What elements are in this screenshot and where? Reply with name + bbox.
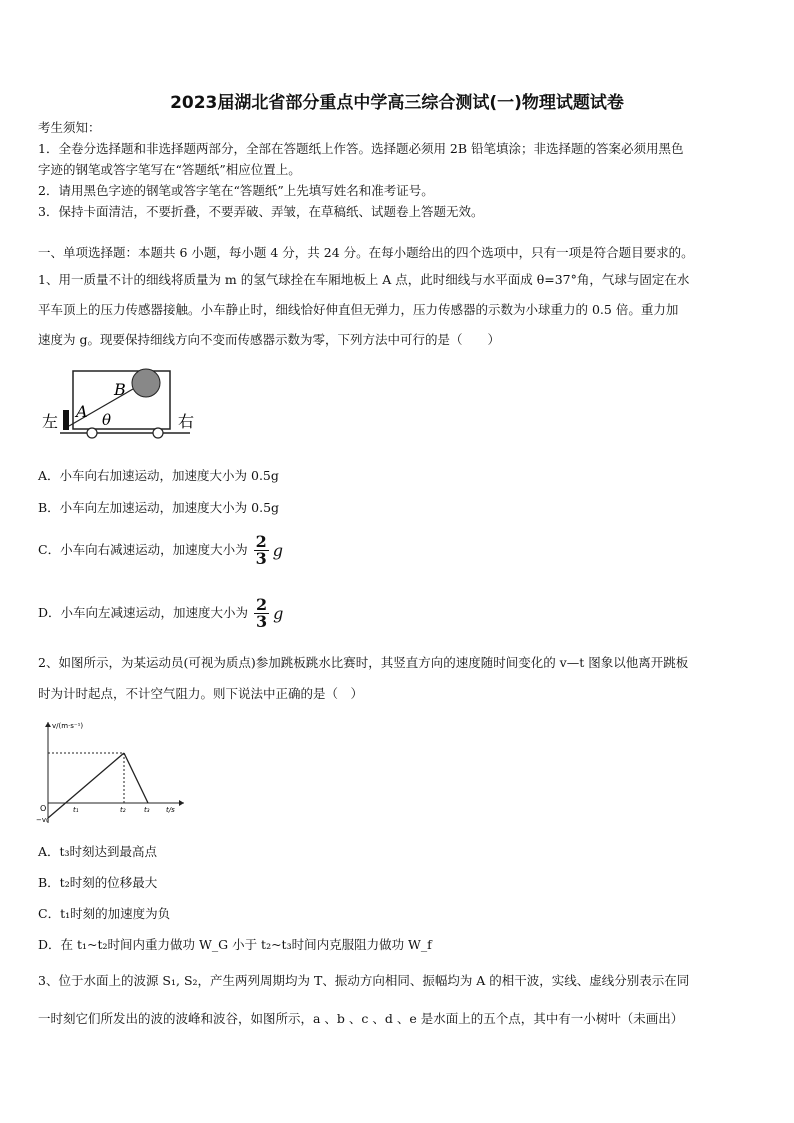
option-b: B．小车向左加速运动，加速度大小为 0.5g (38, 500, 280, 515)
option-a: A．小车向右加速运动，加速度大小为 0.5g (38, 468, 279, 483)
label-right: 右 (178, 412, 195, 431)
label-left: 左 (42, 412, 59, 431)
y-axis-label: v/(m·s⁻¹) (52, 722, 84, 730)
option-a: A．t₃时刻达到最高点 (38, 844, 158, 859)
fraction: $\frac{2}{3}$ (255, 532, 267, 568)
g-symbol: g (272, 541, 283, 560)
option-c (38, 534, 283, 567)
question-1-line: 1、用一质量不计的细线将质量为 m 的氢气球拴在车厢地板上 A 点，此时细线与水平面成 θ=37°角，气球与固定在水 (38, 272, 690, 287)
vt-graph (36, 718, 186, 828)
question-2-line: 2、如图所示，为某运动员(可视为质点)参加跳板跳水比赛时，其竖直方向的速度随时间变化的 v—t 图象以他离开跳板 (38, 655, 689, 670)
label-b: B (114, 380, 126, 399)
t1-label: t₁ (73, 806, 79, 814)
option-d-text: D．小车向左减速运动，加速度大小为 (38, 605, 249, 620)
notice-item: 3．保持卡面清洁，不要折叠，不要弄破、弄皱，在草稿纸、试题卷上答题无效。 (38, 204, 484, 219)
notice-item: 2．请用黑色字迹的钢笔或答字笔在“答题纸”上先填写姓名和准考证号。 (38, 183, 434, 198)
label-theta: θ (102, 411, 112, 429)
page-title: 2023届湖北省部分重点中学高三综合测试(一)物理试题试卷 (170, 93, 624, 113)
fraction: $\frac{2}{3}$ (256, 595, 268, 631)
question-3-line: 3、位于水面上的波源 S₁, S₂，产生两列周期均为 T、振动方向相同、振幅均为 A 的相干波，实线、虚线分别表示在同 (38, 973, 690, 988)
x-axis-label: t/s (166, 806, 175, 814)
question-1-line: 平车顶上的压力传感器接触。小车静止时，细线恰好伸直但无弹力，压力传感器的示数为小球重力的 0.5 倍。重力加 (38, 302, 679, 317)
option-c: C．t₁时刻的加速度为负 (38, 906, 171, 921)
v0-label: −v₀ (36, 816, 49, 824)
option-b: B．t₂时刻的位移最大 (38, 875, 158, 890)
option-c-text: C．小车向右减速运动，加速度大小为 (38, 542, 248, 557)
section-heading: 一、单项选择题：本题共 6 小题，每小题 4 分，共 24 分。在每小题给出的四个选项中，只有一项是符合题目要求的。 (38, 245, 694, 260)
t2-label: t₂ (120, 806, 126, 814)
question-3-line: 一时刻它们所发出的波的波峰和波谷，如图所示，a 、b 、c 、d 、e 是水面上的五个点，其中有一小树叶（未画出） (38, 1011, 684, 1026)
option-d: D．在 t₁~t₂时间内重力做功 W_G 小于 t₂~t₃时间内克服阻力做功 W_f (38, 937, 432, 952)
origin-label: O (40, 804, 47, 813)
g-symbol: g (273, 604, 284, 623)
label-a: A (76, 402, 88, 421)
t3-label: t₃ (144, 806, 150, 814)
notice-item: 1．全卷分选择题和非选择题两部分，全部在答题纸上作答。选择题必须用 2B 铅笔填涂；非选择题的答案必须用黑色 (38, 141, 684, 156)
option-d (38, 597, 283, 630)
notice-heading: 考生须知： (38, 120, 101, 135)
cart-figure (40, 365, 210, 445)
question-1-line: 速度为 g。现要保持细线方向不变而传感器示数为零，下列方法中可行的是（ ） (38, 332, 500, 347)
question-2-line: 时为计时起点，不计空气阻力。则下说法中正确的是（ ） (38, 686, 364, 701)
notice-item: 字迹的钢笔或答字笔写在“答题纸”相应位置上。 (38, 162, 301, 177)
